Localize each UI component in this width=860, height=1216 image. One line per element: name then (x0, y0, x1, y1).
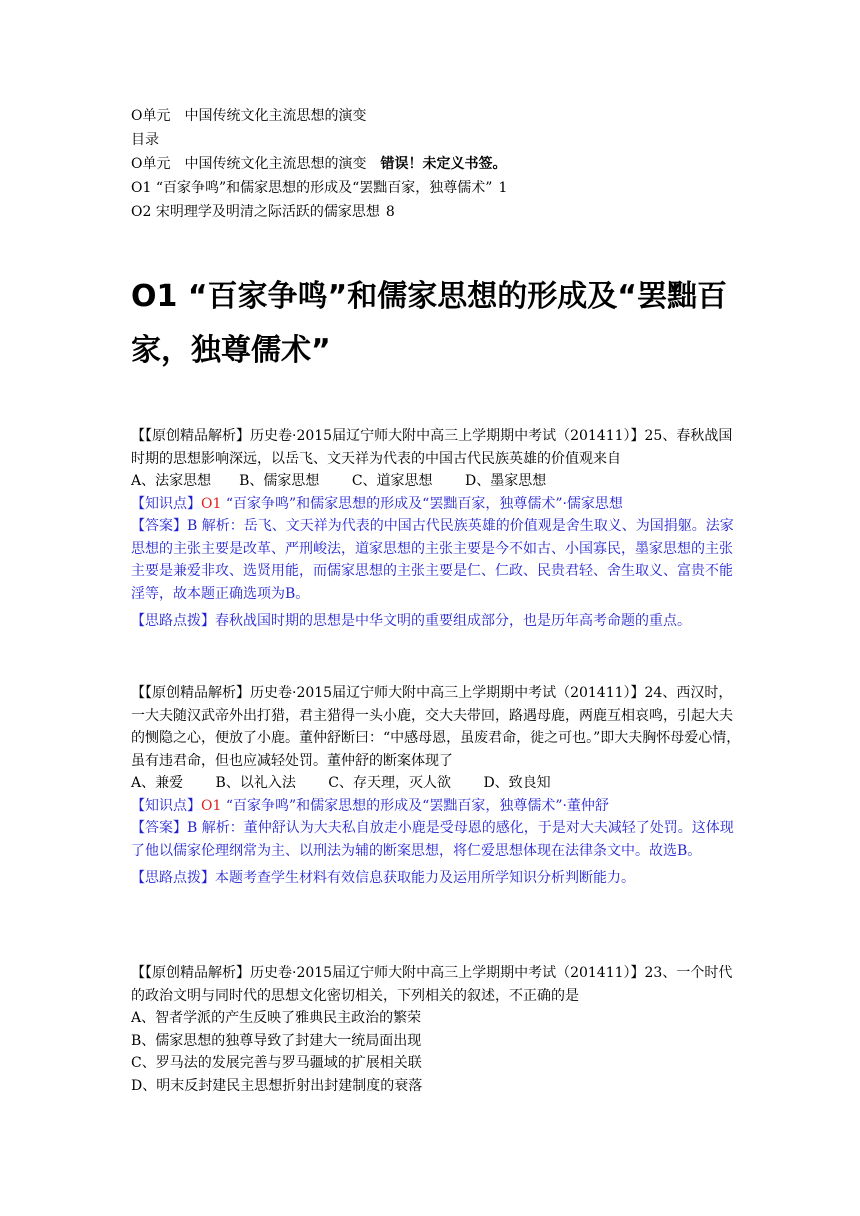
knowledge-point (131, 493, 741, 516)
toc-entry[interactable] (131, 202, 395, 222)
unit-title: O单元 中国传统文化主流思想的演变 (131, 108, 367, 124)
question-options: A、法家思想 B、儒家思想 C、道家思想 D、墨家思想 (131, 473, 547, 489)
answer-explanation: 【答案】B 解析：董仲舒认为大夫私自放走小鹿是受母恩的感化，于是对大夫减轻了处罚。这体现了他以儒家伦理纲常为主、以刑法为辅的断案思想，将仁爱思想体现在法律条文中。故选B。 (131, 820, 734, 859)
answer-explanation: 【答案】B 解析：岳飞、文天祥为代表的中国古代民族英雄的价值观是舍生取义、为国捐躯。法家思想的主张主要是改革、严刑峻法，道家思想的主张主要是今不如古、小国寡民，墨家思想的主张主要是兼爱非攻、选贤用能，而儒家思想的主张主要是仁、仁政、民贵君轻、舍生取义、富贵不能淫等，故本题正确选项为B。 (131, 518, 734, 602)
toc-label: 目录 (131, 132, 159, 148)
question-block (131, 962, 741, 1097)
knowledge-label: 【知识点】 (131, 495, 201, 512)
knowledge-text: “百家争鸣”和儒家思想的形成及“罢黜百家，独尊儒术”·董仲舒 (225, 797, 609, 814)
solution-tips: 【思路点拨】春秋战国时期的思想是中华文明的重要组成部分，也是历年高考命题的重点。 (131, 613, 691, 629)
question-block (131, 425, 741, 633)
knowledge-code: O1 (201, 495, 222, 512)
toc-entry-page: 1 (498, 180, 508, 196)
knowledge-point (131, 795, 741, 818)
question-options: A、兼爱 B、以礼入法 C、存天理，灭人欲 D、致良知 (131, 775, 551, 791)
toc-entry-error: 错误！未定义书签。 (380, 156, 507, 172)
question-stem: 【【原创精品解析】历史卷·2015届辽宁师大附中高三上学期期中考试（201411）】25、春秋战国时期的思想影响深远，以岳飞、文天祥为代表的中国古代民族英雄的价值观来自 (131, 428, 733, 467)
section-heading: O1 “百家争鸣”和儒家思想的形成及“罢黜百家，独尊儒术” (131, 279, 727, 368)
toc-entry-page: 8 (385, 204, 395, 220)
option-line: D、明末反封建民主思想折射出封建制度的衰落 (131, 1077, 423, 1094)
option-line: C、罗马法的发展完善与罗马疆域的扩展相关联 (131, 1055, 422, 1071)
question-stem: 【【原创精品解析】历史卷·2015届辽宁师大附中高三上学期期中考试（201411）】23、一个时代的政治文明与同时代的思想文化密切相关，下列相关的叙述，不正确的是 (131, 965, 733, 1004)
toc-entry-text: O单元 中国传统文化主流思想的演变 (131, 156, 367, 172)
option-line: A、智者学派的产生反映了雅典民主政治的繁荣 (131, 1010, 422, 1026)
toc-entry-text: O1 “百家争鸣”和儒家思想的形成及“罢黜百家，独尊儒术” (131, 180, 493, 196)
knowledge-code: O1 (201, 797, 222, 814)
knowledge-label: 【知识点】 (131, 797, 201, 814)
toc-entry[interactable] (131, 178, 507, 198)
solution-tips: 【思路点拨】本题考查学生材料有效信息获取能力及运用所学知识分析判断能力。 (131, 870, 635, 886)
question-block (131, 682, 741, 890)
toc-entry-text: O2 宋明理学及明清之际活跃的儒家思想 (131, 204, 380, 220)
question-stem: 【【原创精品解析】历史卷·2015届辽宁师大附中高三上学期期中考试（201411）】24、西汉时，一大夫随汉武帝外出打猎，君主猎得一头小鹿，交大夫带回，路遇母鹿，两鹿互相哀鸣，引起大夫的恻隐之心，便放了小鹿。董仲舒断曰：“中感母恩，虽废君命，徙之可也。”即大夫胸怀母爱心情，虽有违君命，但也应减轻处罚。董仲舒的断案体现了 (131, 685, 741, 769)
toc-entry[interactable] (131, 154, 506, 174)
option-line: B、儒家思想的独尊导致了封建大一统局面出现 (131, 1032, 422, 1049)
knowledge-text: “百家争鸣”和儒家思想的形成及“罢黜百家，独尊儒术”·儒家思想 (225, 495, 623, 512)
